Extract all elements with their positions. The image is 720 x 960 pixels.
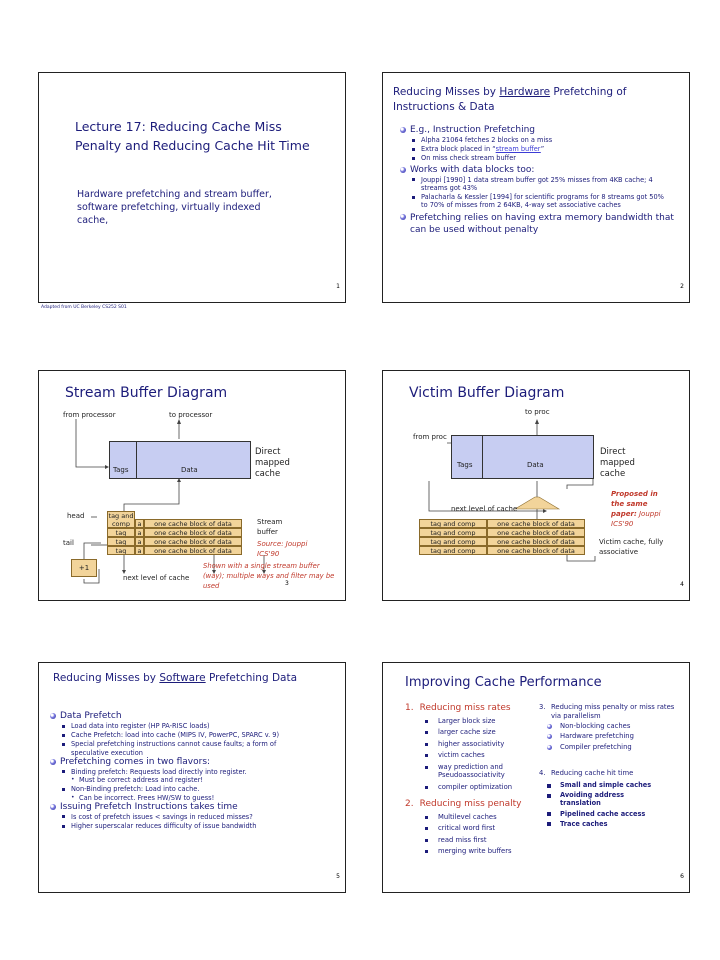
list-item: merging write buffers (421, 847, 521, 855)
slide-3-title: Stream Buffer Diagram (65, 385, 228, 401)
tag-cell: tag and comp (108, 512, 134, 528)
sub-sub-bullet: • Must be correct address and register! (49, 776, 339, 784)
number: 3. (539, 703, 546, 711)
sub-bullet (399, 145, 685, 153)
tag-cell: tag and comp (419, 528, 487, 537)
victim-cache-label: Victim cache, fully associative (599, 538, 664, 556)
list-item: victim caches (421, 751, 521, 759)
block-cell: one cache block of data (487, 528, 585, 537)
page-number: 3 (285, 580, 289, 587)
cache-data (482, 435, 594, 479)
block-cell: one cache block of data (487, 537, 585, 546)
tag-cell: tag and comp (419, 537, 487, 546)
slide-2-bullets (399, 123, 685, 236)
valid-cell: a (135, 546, 144, 555)
bullet: Issuing Prefetch Instructions takes time (49, 802, 339, 812)
heading-2 (405, 799, 521, 809)
list-item: compiler optimization (421, 783, 521, 791)
bullet: Works with data blocks too: (399, 165, 685, 175)
miss-penalty-list (421, 813, 521, 856)
text: Extra block placed in “ (421, 145, 496, 154)
hit-time-list (543, 781, 663, 828)
tag-cell: tag and comp (419, 519, 487, 528)
number: 2. (405, 799, 414, 809)
list-item: higher associativity (421, 740, 521, 748)
title-underlined: Software (159, 672, 206, 684)
list-item: way prediction and Pseudoassociativity (421, 763, 521, 780)
slide-5-bullets (49, 709, 339, 830)
text: ” (540, 145, 545, 154)
page-number: 5 (336, 873, 340, 880)
sub-sub-bullet: • Can be incorrect. Frees HW/SW to guess! (49, 794, 339, 802)
source-label: Source: Jouppi ICS'90 (257, 540, 308, 558)
slide-2-title (393, 85, 673, 115)
list-item: Compiler prefetching (543, 743, 673, 751)
list-item: Hardware prefetching (543, 732, 673, 740)
head-label: head (67, 512, 85, 520)
direct-mapped-label: Direct mapped cache (255, 447, 290, 479)
number: 1. (405, 703, 414, 713)
tail-label: tail (63, 539, 74, 547)
bullet: Prefetching relies on having extra memory bandwidth that can be used without penalty (399, 212, 678, 236)
slide-1 (38, 72, 346, 310)
sub-bullet: Is cost of prefetch issues < savings in reduced misses? (49, 813, 339, 821)
list-item: Trace caches (543, 820, 663, 828)
slide-4-title: Victim Buffer Diagram (409, 385, 565, 401)
list-item: Multilevel caches (421, 813, 521, 821)
data-label: Data (181, 466, 198, 474)
tag-cell: tag and comp (419, 546, 487, 555)
list-item: read miss first (421, 836, 521, 844)
heading-3 (539, 703, 679, 721)
block-cell: one cache block of data (144, 519, 242, 528)
bullet: Data Prefetch (49, 711, 339, 721)
page-number: 6 (680, 873, 684, 880)
sub-bullet: Palacharla & Kessler [1994] for scientific programs for 8 streams got 50% to 70% of misses from 2 64KB, 4-way set associative caches (399, 193, 671, 209)
valid-cell: a (135, 537, 144, 546)
data-label: Data (527, 461, 544, 469)
slide-4 (382, 370, 690, 601)
block-cell: one cache block of data (144, 528, 242, 537)
slide-6 (382, 662, 690, 893)
tags-label: Tags (113, 466, 129, 474)
list-item: larger cache size (421, 728, 521, 736)
list-item: Non-blocking caches (543, 722, 673, 730)
block-cell: one cache block of data (144, 546, 242, 555)
proposed-bold: Proposed in the same paper: (611, 490, 658, 518)
cache-tags (451, 435, 483, 479)
block-cell: one cache block of data (144, 537, 242, 546)
tag-cell: tag (107, 528, 135, 537)
block-cell: one cache block of data (487, 546, 585, 555)
next-level-label: next level of cache (451, 505, 518, 513)
heading-text: Reducing miss penalty (419, 799, 522, 809)
sub-bullet: Higher superscalar reduces difficulty of issue bandwidth (49, 822, 339, 830)
diagram-note: Shown with a single stream buffer (way); multiple ways and filter may be used (203, 562, 335, 590)
slide-1-footer: Adapted from UC Berkeley CS252 S01 (41, 305, 127, 310)
list-item: Larger block size (421, 717, 521, 725)
proposed-note (611, 489, 667, 529)
page-number: 2 (680, 283, 684, 290)
to-proc-label: to proc (525, 408, 550, 416)
heading-4 (539, 769, 679, 777)
list-item: critical word first (421, 824, 521, 832)
heading-text: Reducing miss penalty or miss rates via parallelism (551, 703, 675, 720)
title-text-2: Prefetching of Instructions & Data (393, 86, 627, 113)
title-underlined: Hardware (499, 86, 551, 98)
list-item: Avoiding address translation (543, 791, 663, 807)
block-cell: one cache block of data (487, 519, 585, 528)
title-text: Reducing Misses by (393, 86, 500, 98)
slide-3 (38, 370, 346, 601)
heading-text: Reducing cache hit time (551, 769, 634, 777)
sub-bullet: Special prefetching instructions cannot cause faults; a form of speculative execution (49, 740, 311, 756)
page-number: 1 (336, 283, 340, 290)
sub-bullet: Binding prefetch: Requests load directly into register. (49, 768, 339, 776)
page-number: 4 (680, 581, 684, 588)
proposed-source: Jouppi ICS'90 (611, 510, 661, 528)
increment-box: +1 (71, 559, 97, 577)
valid-cell: a (135, 528, 144, 537)
sub-bullet: On miss check stream buffer (399, 154, 685, 162)
parallelism-list (543, 722, 673, 751)
sub-bullet: Non-Binding prefetch: Load into cache. (49, 785, 339, 793)
stream-buffer-link[interactable]: stream buffer (495, 145, 541, 154)
slide-5-title (53, 671, 323, 686)
slide-5 (38, 662, 346, 893)
victim-buffer-diagram (383, 371, 689, 600)
heading-text: Reducing miss rates (419, 703, 511, 713)
from-proc-label: from proc (413, 433, 447, 441)
title-text-2: Prefetching Data (205, 672, 298, 684)
slide-1-title: Lecture 17: Reducing Cache Miss Penalty and Reducing Cache Hit Time (75, 119, 310, 153)
tag-cell: tag (107, 537, 135, 546)
tags-label: Tags (457, 461, 473, 469)
slide-1-subtitle: Hardware prefetching and stream buffer, software prefetching, virtually indexed cache, (77, 189, 272, 226)
number: 4. (539, 769, 546, 777)
sub-bullet: Jouppi [1990] 1 data stream buffer got 25% misses from 4KB cache; 4 streams got 43% (399, 176, 671, 192)
to-processor-label: to processor (169, 411, 213, 419)
sub-bullet: Alpha 21064 fetches 2 blocks on a miss (399, 136, 685, 144)
heading-1 (405, 703, 511, 713)
slide-2 (382, 72, 690, 303)
miss-rate-list (421, 717, 521, 791)
bullet: Prefetching comes in two flavors: (49, 757, 339, 767)
tag-cell: tag (107, 546, 135, 555)
slide-6-title: Improving Cache Performance (405, 675, 602, 690)
valid-cell: a (135, 519, 144, 528)
sub-bullet: Cache Prefetch: load into cache (MIPS IV, PowerPC, SPARC v. 9) (49, 731, 339, 739)
title-text: Reducing Misses by (53, 672, 160, 684)
next-level-label: next level of cache (123, 574, 190, 582)
direct-mapped-label: Direct mapped cache (600, 447, 635, 479)
list-item: Pipelined cache access (543, 810, 663, 818)
from-processor-label: from processor (63, 411, 116, 419)
list-item: Small and simple caches (543, 781, 663, 789)
bullet: E.g., Instruction Prefetching (399, 125, 685, 135)
sub-bullet: Load data into register (HP PA-RISC loads) (49, 722, 339, 730)
stream-buffer-label: Stream buffer (257, 518, 283, 536)
